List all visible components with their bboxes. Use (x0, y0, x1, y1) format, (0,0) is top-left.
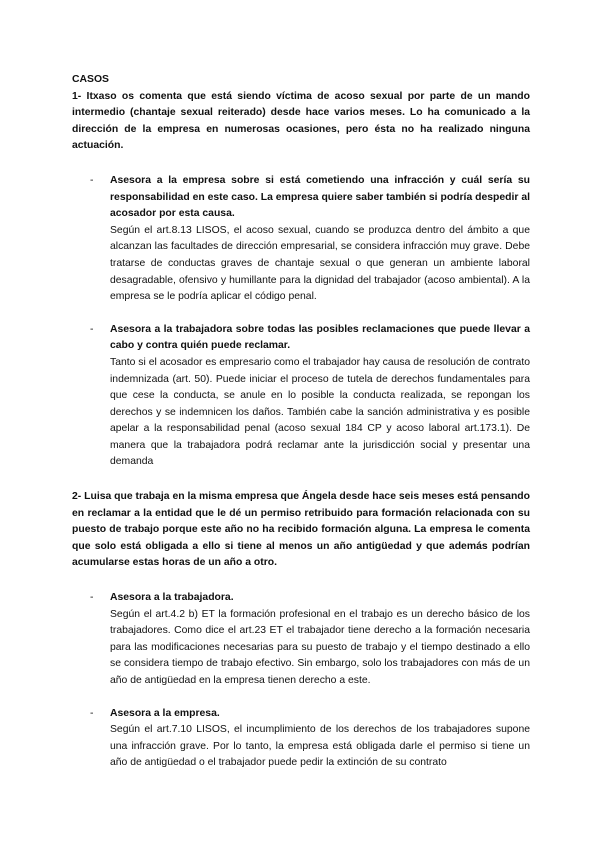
case-1-item-1 (72, 173, 530, 306)
case-1-answer-2: Tanto si el acosador es empresario como el trabajador hay causa de resolución de contrato indemnizada (art. 50). Puede iniciar el proceso de tutela de derechos fundamentales para que cese la conducta, se anule en lo posible la conducta realizada, se repongan los derechos y se indemnicen los daños. También cabe la sanción administrativa y es posible apelar a la responsabilidad penal (acoso sexual 184 CP y acoso laboral art.173.1). De manera que la trabajadora podrá reclamar ante la jurisdicción social y presentar una demanda (110, 356, 530, 468)
case-2-question-1: Asesora a la trabajadora. (110, 592, 234, 604)
list-dash: - (90, 174, 94, 186)
list-dash: - (90, 707, 94, 719)
case-1-item-2 (72, 322, 530, 471)
case-2-answer-1: Según el art.4.2 b) ET la formación profesional en el trabajo es un derecho básico de los trabajadores. Como dice el art.23 ET el trabajador tiene derecho a la formación necesaria para las modificaciones necesarias para su puesto de trabajo y el tiempo destinado a ello se considera tiempo de trabajo efectivo. Sin embargo, solo los trabajadores con más de un año de antigüedad en la empresa tienen derecho a este. (110, 608, 530, 686)
case-1-answer-1: Según el art.8.13 LISOS, el acoso sexual, cuando se produzca dentro del ámbito a que alcanzan las facultades de dirección empresarial, se considera infracción muy grave. Debe tratarse de conductas graves de chantaje sexual o que generan un ambiente laboral desagradable, ofensivo y humillante para la dignidad del trabajador (acoso ambiental). A la empresa se le podría aplicar el código penal. (110, 224, 530, 303)
case-1-heading: 1- Itxaso os comenta que está siendo víctima de acoso sexual por parte de un mando intermedio (chantaje sexual reiterado) desde hace varios meses. Lo ha comunicado a la dirección de la empresa en numerosas ocasiones, pero ésta no ha realizado ninguna actuación. (72, 90, 530, 152)
list-dash: - (90, 323, 94, 335)
document-title: CASOS (72, 74, 109, 85)
case-2-question-2: Asesora a la empresa. (110, 707, 220, 719)
case-2-heading: 2- Luisa que trabaja en la misma empresa que Ángela desde hace seis meses está pensando en reclamar a la entidad que le dé un permiso retribuido para formación relacionada con su puesto de trabajo porque este año no ha recibido formación alguna. La empresa le comenta que solo está obligada a ello si tiene al menos un año antigüedad y que además podrían acumularse estas horas de un año a otro. (72, 491, 530, 569)
list-dash: - (90, 592, 94, 604)
case-1-question-2: Asesora a la trabajadora sobre todas las posibles reclamaciones que puede llevar a cabo y contra quién puede reclamar. (110, 323, 530, 352)
case-2-answer-2: Según el art.7.10 LISOS, el incumplimiento de los derechos de los trabajadores supone una infracción grave. Por lo tanto, la empresa está obligada darle el permiso si tiene un año de antigüedad o el trabajador puede pedir la extinción de su contrato (110, 724, 530, 769)
case-2-item-2 (72, 706, 530, 772)
case-1-question-1: Asesora a la empresa sobre si está cometiendo una infracción y cuál sería su responsabilidad en este caso. La empresa quiere saber también si podría despedir al acosador por esta causa. (110, 174, 530, 220)
case-2-item-1 (72, 590, 530, 690)
